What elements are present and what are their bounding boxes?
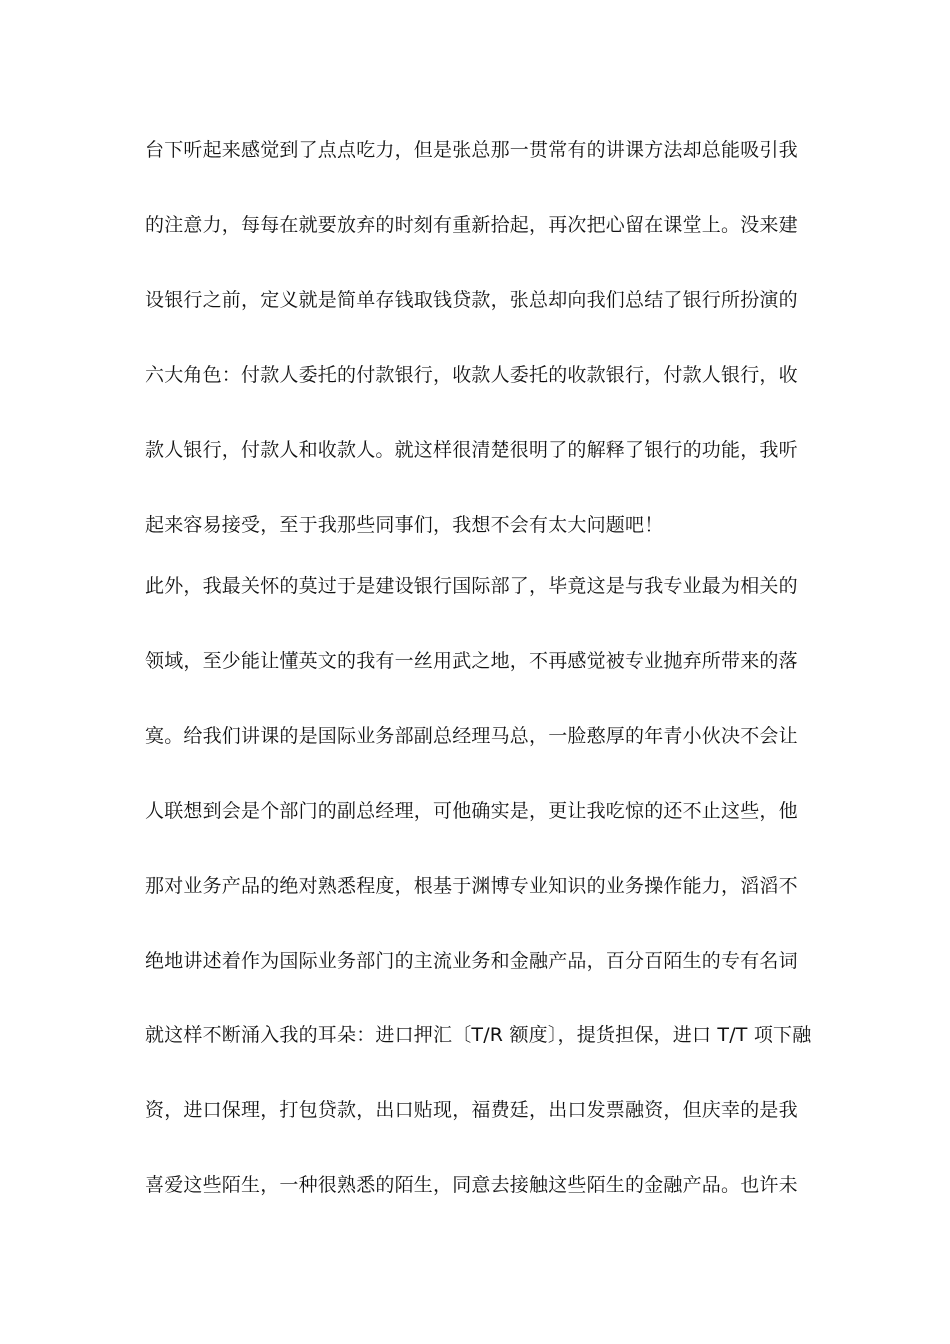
paragraph-line: 绝地讲述着作为国际业务部门的主流业务和金融产品，百分百陌生的专有名词 xyxy=(145,950,798,972)
paragraph-line: 人联想到会是个部门的副总经理，可他确实是，更让我吃惊的还不止这些，他 xyxy=(145,800,798,822)
paragraph-line: 台下听起来感觉到了点点吃力，但是张总那一贯常有的讲课方法却总能吸引我 xyxy=(145,139,798,161)
paragraph-line: 那对业务产品的绝对熟悉程度，根基于渊博专业知识的业务操作能力，滔滔不 xyxy=(145,875,798,897)
paragraph-line: 领域，至少能让懂英文的我有一丝用武之地，不再感觉被专业抛弃所带来的落 xyxy=(145,650,798,672)
paragraph-line: 此外，我最关怀的莫过于是建设银行国际部了，毕竟这是与我专业最为相关的 xyxy=(145,575,798,597)
paragraph-line: 设银行之前，定义就是简单存钱取钱贷款，张总却向我们总结了银行所扮演的 xyxy=(145,289,798,311)
paragraph-line: 起来容易接受，至于我那些同事们，我想不会有太大问题吧！ xyxy=(145,514,664,536)
paragraph-line: 的注意力，每每在就要放弃的时刻有重新拾起，再次把心留在课堂上。没来建 xyxy=(145,214,798,236)
paragraph-line: 就这样不断涌入我的耳朵：进口押汇〔T/R 额度〕，提货担保，进口 T/T 项下融 xyxy=(145,1024,812,1046)
paragraph-line: 喜爱这些陌生，一种很熟悉的陌生，同意去接触这些陌生的金融产品。也许未 xyxy=(145,1174,798,1196)
paragraph-line: 六大角色：付款人委托的付款银行，收款人委托的收款银行，付款人银行，收 xyxy=(145,364,798,386)
paragraph-line: 款人银行，付款人和收款人。就这样很清楚很明了的解释了银行的功能，我听 xyxy=(145,439,798,461)
paragraph-line: 资，进口保理，打包贷款，出口贴现，福费廷，出口发票融资，但庆幸的是我 xyxy=(145,1099,798,1121)
paragraph-line: 寞。给我们讲课的是国际业务部副总经理马总，一脸憨厚的年青小伙决不会让 xyxy=(145,725,798,747)
